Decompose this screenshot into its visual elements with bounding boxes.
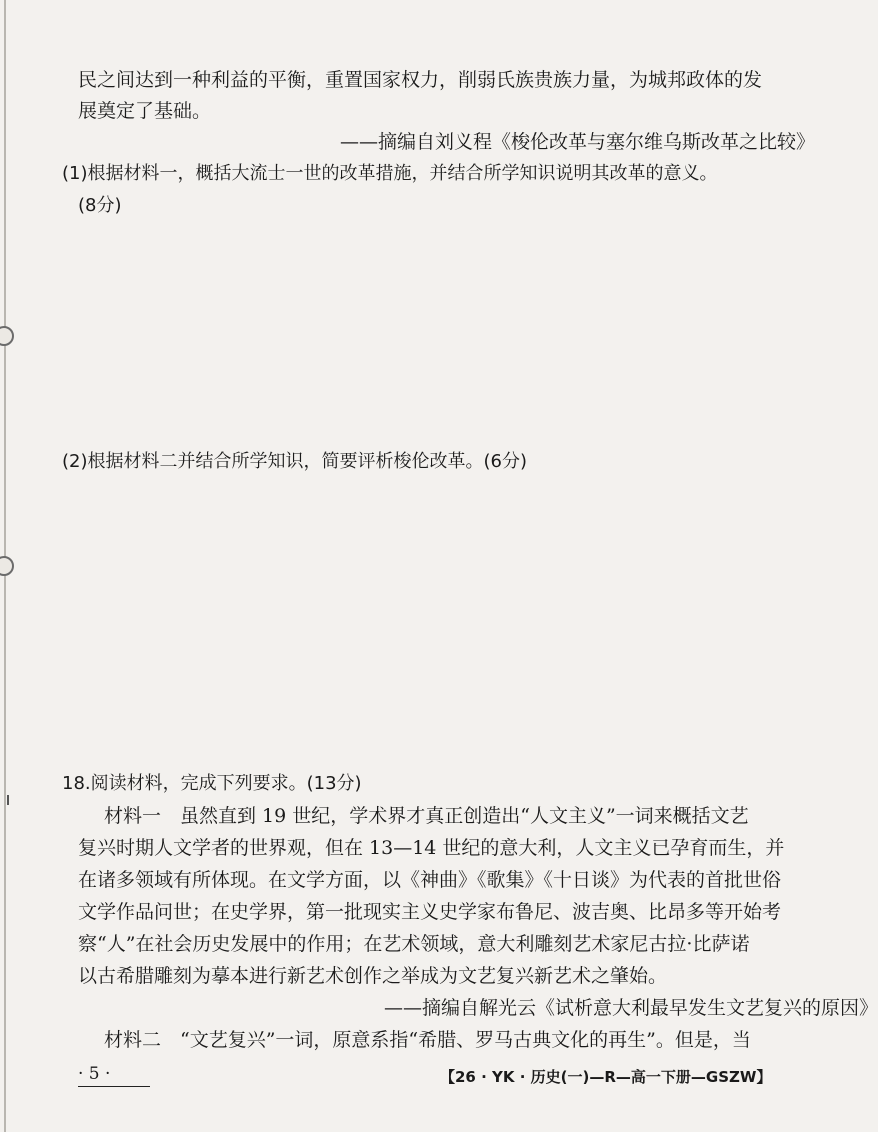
material-one-line: 察“人”在社会历史发展中的作用；在艺术领域，意大利雕刻艺术家尼古拉·比萨诺: [78, 933, 750, 955]
material-one-line: 文学作品问世；在史学界，第一批现实主义史学家布鲁尼、波吉奥、比昂多等开始考: [78, 901, 782, 923]
question-17-1-points: (8分): [78, 195, 122, 216]
material-one-line: 复兴时期人文学者的世界观，但在 13—14 世纪的意大利，人文主义已孕育而生，并: [78, 837, 785, 859]
question-17-2: (2)根据材料二并结合所学知识，简要评析梭伦改革。(6分): [62, 451, 527, 472]
question-17-1: (1)根据材料一，概括大流士一世的改革措施，并结合所学知识说明其改革的意义。: [62, 163, 718, 184]
exam-code: 【26 · YK · 历史(一)—R—高一下册—GSZW】: [440, 1068, 772, 1086]
question-18-title: 18.阅读材料，完成下列要求。(13分): [62, 773, 362, 794]
margin-tick: [7, 795, 9, 805]
material-text-line: 民之间达到一种利益的平衡，重置国家权力，削弱氏族贵族力量，为城邦政体的发: [78, 69, 763, 91]
material-text-line: 展奠定了基础。: [78, 100, 212, 122]
material-two-line: 材料二 “文艺复兴”一词，原意系指“希腊、罗马古典文化的再生”。但是，当: [104, 1029, 751, 1051]
page-number: · 5 ·: [78, 1064, 150, 1087]
material-one-source: ——摘编自解光云《试析意大利最早发生文艺复兴的原因》: [384, 997, 878, 1019]
material-source: ——摘编自刘义程《梭伦改革与塞尔维乌斯改革之比较》: [340, 131, 816, 153]
binding-hole-mark: [0, 326, 14, 346]
material-one-line: 材料一 虽然直到 19 世纪，学术界才真正创造出“人文主义”一词来概括文艺: [104, 805, 749, 827]
material-one-line: 在诸多领域有所体现。在文学方面，以《神曲》《歌集》《十日谈》为代表的首批世俗: [78, 869, 782, 891]
binding-hole-mark: [0, 556, 14, 576]
material-one-line: 以古希腊雕刻为摹本进行新艺术创作之举成为文艺复兴新艺术之肇始。: [78, 965, 668, 987]
